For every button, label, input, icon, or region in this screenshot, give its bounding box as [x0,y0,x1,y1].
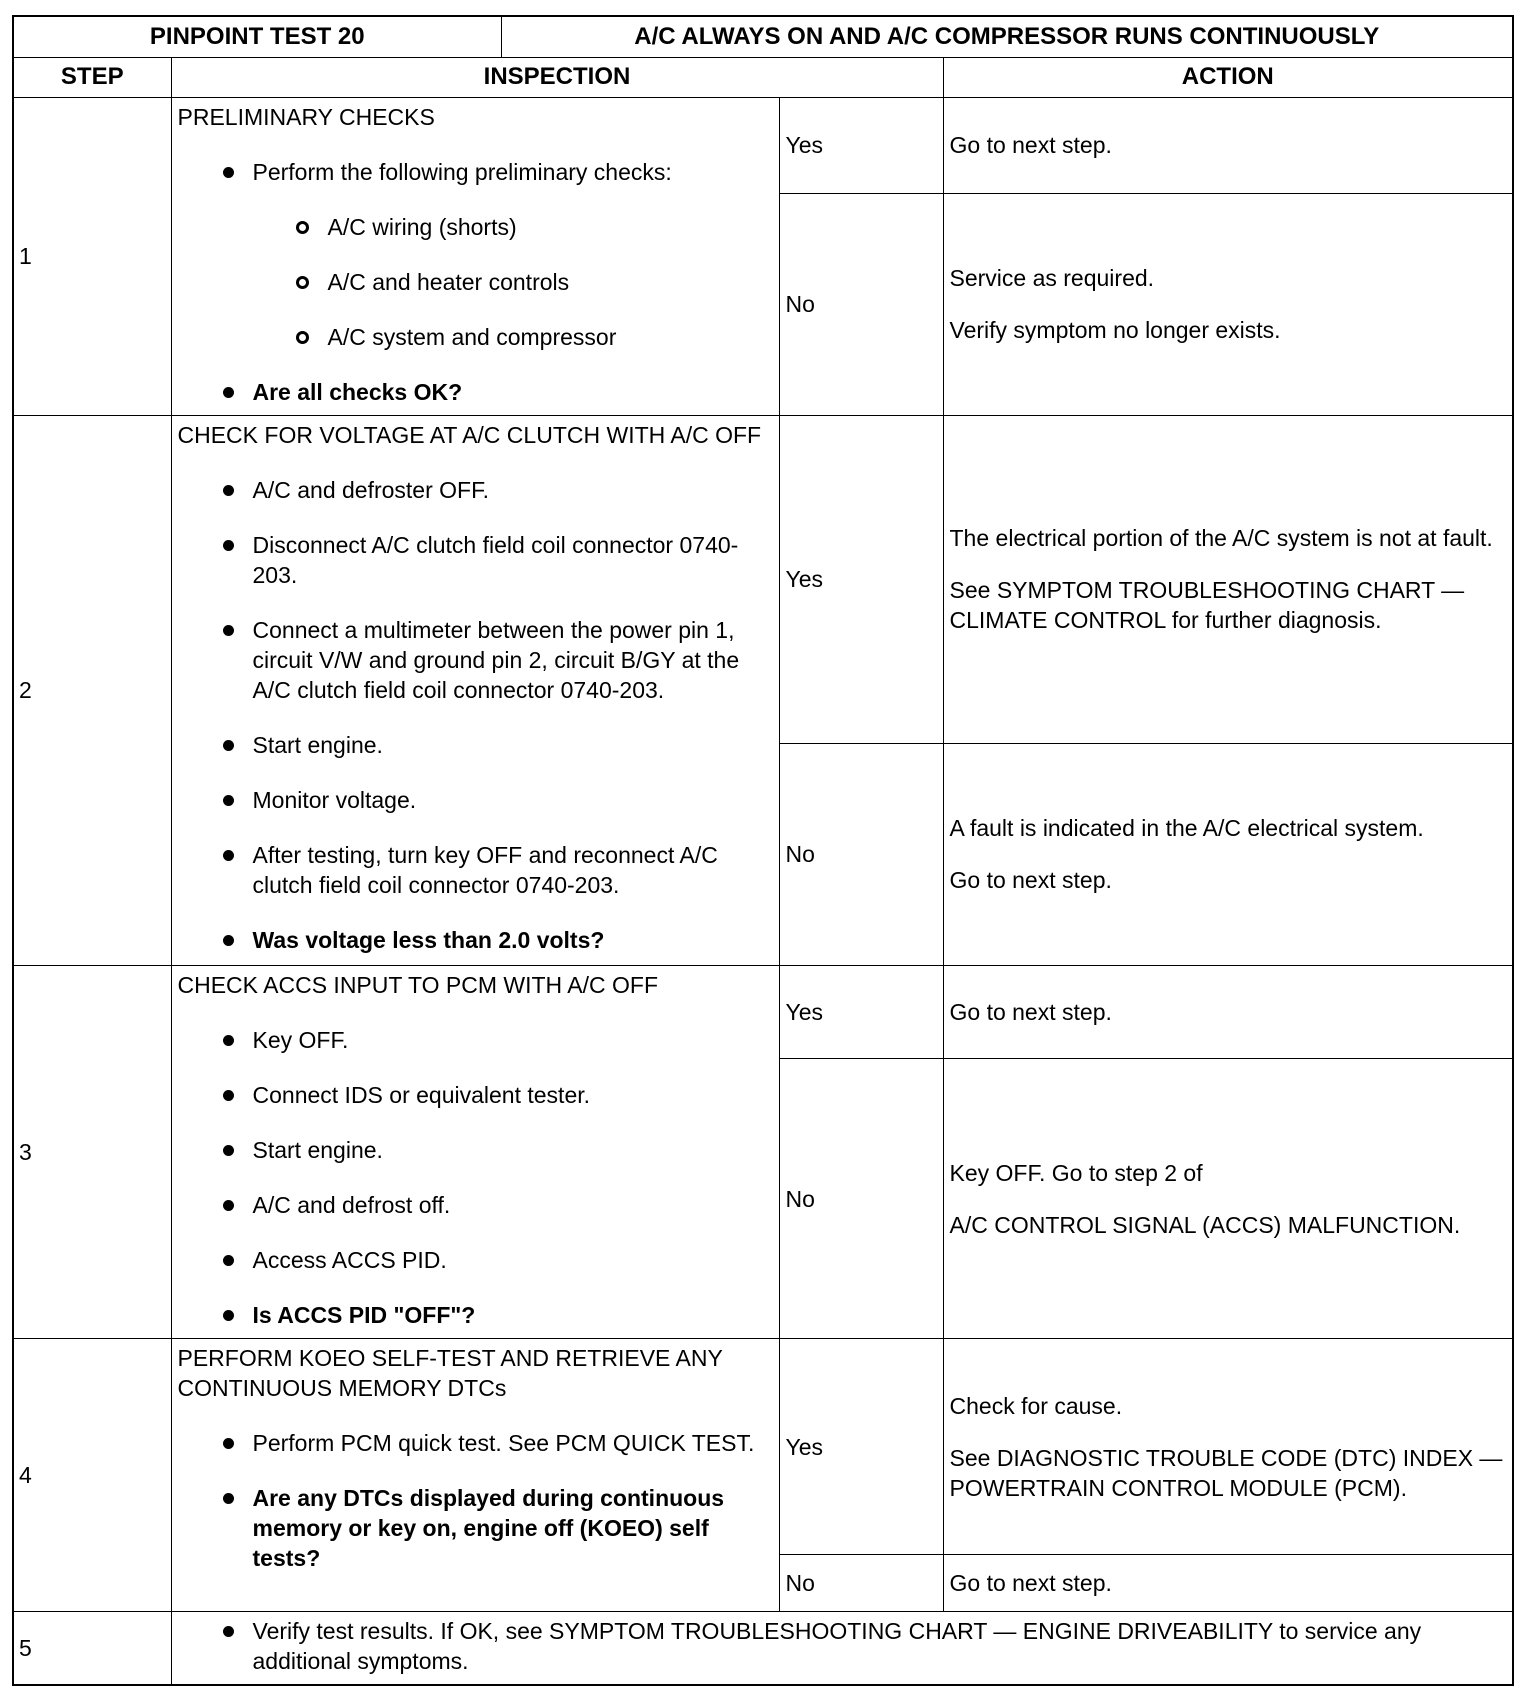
no-label: No [779,1555,943,1612]
inspection-item: Access ACCS PID. [178,1245,775,1275]
step-heading: PRELIMINARY CHECKS [177,103,435,130]
no-label: No [779,743,943,965]
no-action [943,193,1512,415]
yes-action [943,97,1512,193]
step-heading: CHECK ACCS INPUT TO PCM WITH A/C OFF [177,972,658,999]
inspection-item: Verify test results. If OK, see SYMPTOM TROUBLESHOOTING CHART — ENGINE DRIVEABILITY to service any additional symptoms. [178,1616,1509,1676]
inspection-question: Was voltage less than 2.0 volts? [178,925,775,955]
step-number: 3 [14,966,171,1339]
action-text: Verify symptom no longer exists. [949,317,1281,344]
no-label: No [779,193,943,415]
test-title: A/C ALWAYS ON AND A/C COMPRESSOR RUNS CONTINUOUSLY [501,17,1512,57]
step-3-inspection [171,966,779,1339]
step-number: 1 [14,97,171,415]
inspection-question: Is ACCS PID "OFF"? [178,1300,775,1330]
action-text: See DIAGNOSTIC TROUBLE CODE (DTC) INDEX — POWERTRAIN CONTROL MODULE (PCM). [949,1444,1503,1501]
yes-label: Yes [779,415,943,743]
inspection-item: Connect IDS or equivalent tester. [178,1080,775,1110]
inspection-item: Connect a multimeter between the power pin 1, circuit V/W and ground pin 2, circuit B/GY at the A/C clutch field coil connector 0740-203. [178,615,775,705]
action-text: A/C CONTROL SIGNAL (ACCS) MALFUNCTION. [949,1211,1461,1238]
step-2-inspection [171,415,779,965]
yes-label: Yes [779,1339,943,1555]
step-1-inspection [171,97,779,415]
inspection-subitem: A/C and heater controls [178,267,775,297]
column-header-action: ACTION [943,57,1512,97]
action-text: The electrical portion of the A/C system is not at fault. [949,525,1493,552]
inspection-question: Are any DTCs displayed during continuous memory or key on, engine off (KOEO) self tests? [178,1483,775,1573]
step-number: 4 [14,1339,171,1612]
no-action [943,1059,1512,1339]
yes-label: Yes [779,966,943,1059]
column-header-inspection: INSPECTION [171,57,943,97]
yes-action [943,415,1512,743]
action-text: Go to next step. [949,132,1112,159]
inspection-item: Monitor voltage. [178,785,775,815]
step-4-inspection [171,1339,779,1612]
action-text: Go to next step. [949,867,1112,894]
action-text: Key OFF. Go to step 2 of [949,1159,1203,1186]
inspection-item: Disconnect A/C clutch field coil connector 0740-203. [178,530,775,590]
column-header-step: STEP [14,57,171,97]
inspection-item: Perform the following preliminary checks: [178,157,775,187]
pinpoint-test-table [12,15,1514,1686]
test-name: PINPOINT TEST 20 [14,17,501,57]
inspection-item: A/C and defroster OFF. [178,475,775,505]
yes-action [943,966,1512,1059]
no-action [943,1555,1512,1612]
inspection-item: A/C and defrost off. [178,1190,775,1220]
inspection-item: After testing, turn key OFF and reconnect A/C clutch field coil connector 0740-203. [178,840,775,900]
inspection-subitem: A/C system and compressor [178,322,775,352]
inspection-question: Are all checks OK? [178,377,775,407]
yes-action [943,1339,1512,1555]
no-label: No [779,1059,943,1339]
step-number: 2 [14,415,171,965]
action-text: See SYMPTOM TROUBLESHOOTING CHART — CLIMATE CONTROL for further diagnosis. [949,577,1465,634]
action-text: Go to next step. [949,1570,1112,1597]
step-number: 5 [14,1612,171,1684]
inspection-subitem: A/C wiring (shorts) [178,212,775,242]
step-5-inspection [171,1612,1512,1684]
step-heading: CHECK FOR VOLTAGE AT A/C CLUTCH WITH A/C OFF [177,421,762,448]
no-action [943,743,1512,965]
action-text: Go to next step. [949,999,1112,1026]
action-text: Check for cause. [949,1392,1123,1419]
inspection-item: Start engine. [178,1135,775,1165]
inspection-item: Perform PCM quick test. See PCM QUICK TEST. [178,1428,775,1458]
inspection-item: Key OFF. [178,1025,775,1055]
step-heading: PERFORM KOEO SELF-TEST AND RETRIEVE ANY CONTINUOUS MEMORY DTCs [177,1345,723,1402]
action-text: A fault is indicated in the A/C electrical system. [949,815,1424,842]
inspection-item: Start engine. [178,730,775,760]
action-text: Service as required. [949,265,1155,292]
yes-label: Yes [779,97,943,193]
